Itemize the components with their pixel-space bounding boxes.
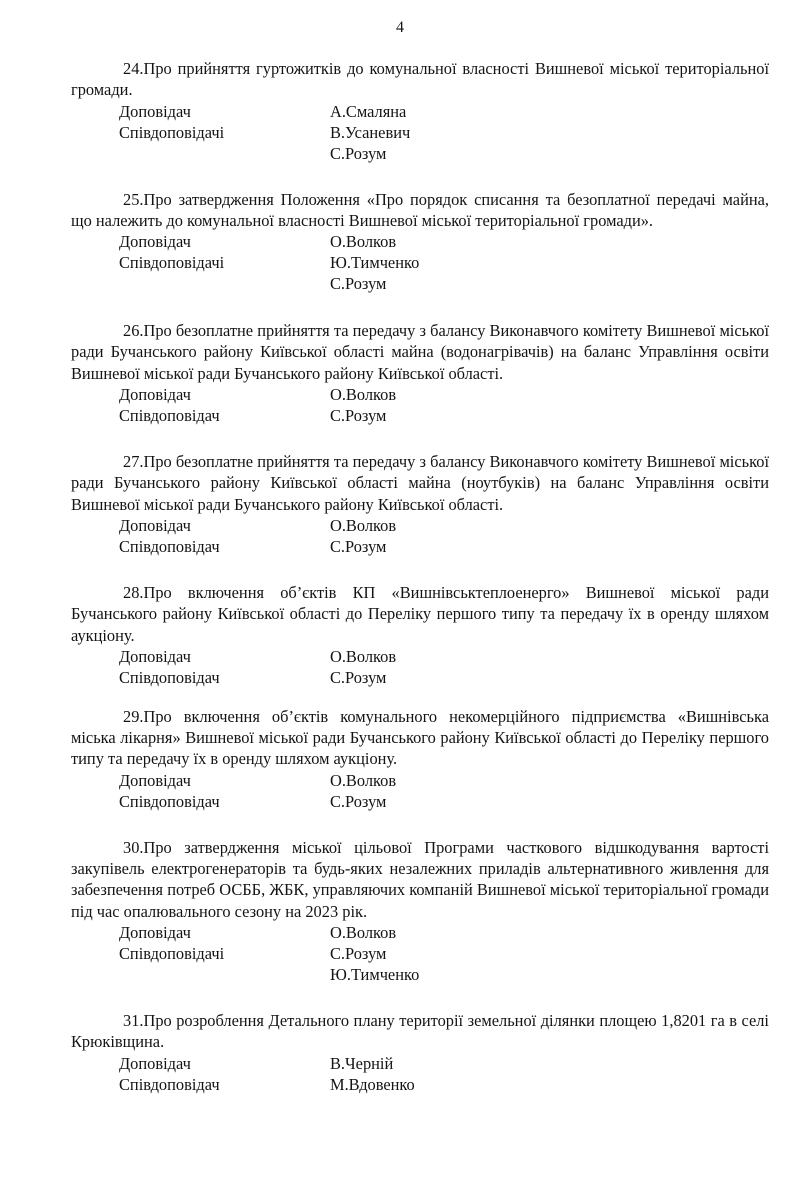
speaker-row	[71, 252, 769, 273]
speaker-name: С.Розум	[330, 406, 387, 426]
speaker-row	[71, 667, 769, 688]
speaker-row	[71, 231, 769, 252]
speaker-name: Ю.Тимченко	[330, 253, 420, 273]
speaker-name: А.Смаляна	[330, 101, 407, 121]
speaker-name: О.Волков	[330, 232, 397, 252]
speaker-row	[71, 122, 769, 143]
speaker-name: О.Волков	[330, 385, 397, 405]
agenda-item-text: 27.Про безоплатне прийняття та передачу з балансу Виконавчого комітету Вишневої міської ради Бучанського району Київської області майна (ноутбуків) на баланс Управління освіти Вишневої міської ради Бучанського району Київської області.	[71, 452, 769, 514]
speaker-role: Співдоповідач	[119, 791, 220, 811]
speaker-name: С.Розум	[330, 943, 387, 963]
speaker-name: В.Усаневич	[330, 122, 411, 142]
speaker-row	[71, 964, 769, 985]
speaker-name: М.Вдовенко	[330, 1074, 415, 1094]
speaker-row	[71, 791, 769, 812]
agenda-item	[71, 582, 769, 688]
speaker-role: Співдоповідач	[119, 406, 220, 426]
agenda-item-text: 25.Про затвердження Положення «Про порядок списання та безоплатної передачі майна, що належить до комунальної власності Вишневої міської територіальної громади».	[71, 189, 769, 230]
agenda-item	[71, 58, 769, 164]
agenda-item	[71, 837, 769, 985]
speaker-role: Співдоповідач	[119, 667, 220, 687]
speaker-row	[71, 1053, 769, 1074]
speaker-role: Доповідач	[119, 770, 191, 790]
speaker-name: С.Розум	[330, 667, 387, 687]
speaker-role: Співдоповідачі	[119, 122, 225, 142]
page-number: 4	[396, 19, 404, 36]
speaker-name: О.Волков	[330, 646, 397, 666]
agenda-item	[71, 706, 769, 812]
speaker-name: С.Розум	[330, 274, 387, 294]
speaker-row	[71, 405, 769, 426]
speaker-name: С.Розум	[330, 143, 387, 163]
speaker-row	[71, 943, 769, 964]
speaker-role: Співдоповідачі	[119, 253, 225, 273]
speaker-role: Доповідач	[119, 1053, 191, 1073]
speaker-name: О.Волков	[330, 515, 397, 535]
speaker-role: Співдоповідачі	[119, 943, 225, 963]
speaker-name: О.Волков	[330, 922, 397, 942]
agenda-item-text: 28.Про включення об’єктів КП «Вишнівськтеплоенерго» Вишневої міської ради Бучанського району Київської області до Переліку першого типу та передачу їх в оренду шляхом аукціону.	[71, 582, 769, 645]
speaker-role	[71, 273, 330, 294]
speaker-name: Ю.Тимченко	[330, 964, 420, 984]
speaker-role: Співдоповідач	[119, 1074, 220, 1094]
agenda-item	[71, 320, 769, 426]
agenda-item-text: 31.Про розроблення Детального плану території земельної ділянки площею 1,8201 га в селі Крюківщина.	[71, 1010, 769, 1052]
speaker-row	[71, 273, 769, 294]
speaker-role: Доповідач	[119, 101, 191, 121]
speaker-role: Доповідач	[119, 385, 191, 405]
speaker-name: С.Розум	[330, 536, 387, 556]
agenda-item-text: 29.Про включення об’єктів комунального некомерційного підприємства «Вишнівська міська лікарня» Вишневої міської ради Бучанського району Київської області до Переліку першого типу та передачу їх в оренду шляхом аукціону.	[71, 706, 769, 769]
agenda-item	[71, 1010, 769, 1095]
speaker-row	[71, 1074, 769, 1095]
speaker-role	[71, 964, 330, 985]
speaker-row	[71, 515, 769, 536]
speaker-row	[71, 143, 769, 164]
speaker-name: В.Черній	[330, 1053, 394, 1073]
speaker-row	[71, 101, 769, 122]
speaker-role: Доповідач	[119, 515, 191, 535]
agenda-item-text: 24.Про прийняття гуртожитків до комунальної власності Вишневої міської територіальної громади.	[71, 59, 769, 100]
speaker-role: Доповідач	[119, 232, 191, 252]
agenda-item	[71, 189, 769, 295]
speaker-role: Доповідач	[119, 646, 191, 666]
speaker-row	[71, 770, 769, 791]
speaker-role	[71, 143, 330, 164]
agenda-list	[71, 58, 769, 1095]
speaker-role: Співдоповідач	[119, 536, 220, 556]
speaker-row	[71, 646, 769, 667]
speaker-row	[71, 536, 769, 557]
speaker-row	[71, 922, 769, 943]
agenda-item-text: 26.Про безоплатне прийняття та передачу з балансу Виконавчого комітету Вишневої міської ради Бучанського району Київської області майна (водонагрівачів) на баланс Управління освіти Вишневої міської ради Бучанського району Київської області.	[71, 321, 769, 383]
speaker-row	[71, 384, 769, 405]
speaker-name: О.Волков	[330, 770, 397, 790]
speaker-role: Доповідач	[119, 922, 191, 942]
agenda-item	[71, 451, 769, 557]
agenda-item-text: 30.Про затвердження міської цільової Програми часткового відшкодування вартості закупівель електрогенераторів та будь-яких незалежних приладів альтернативного живлення для забезпечення потреб ОСББ, ЖБК, управляючих компаній Вишневої міської територіальної громади під час опалювального сезону на 2023 рік.	[71, 837, 769, 921]
speaker-name: С.Розум	[330, 791, 387, 811]
